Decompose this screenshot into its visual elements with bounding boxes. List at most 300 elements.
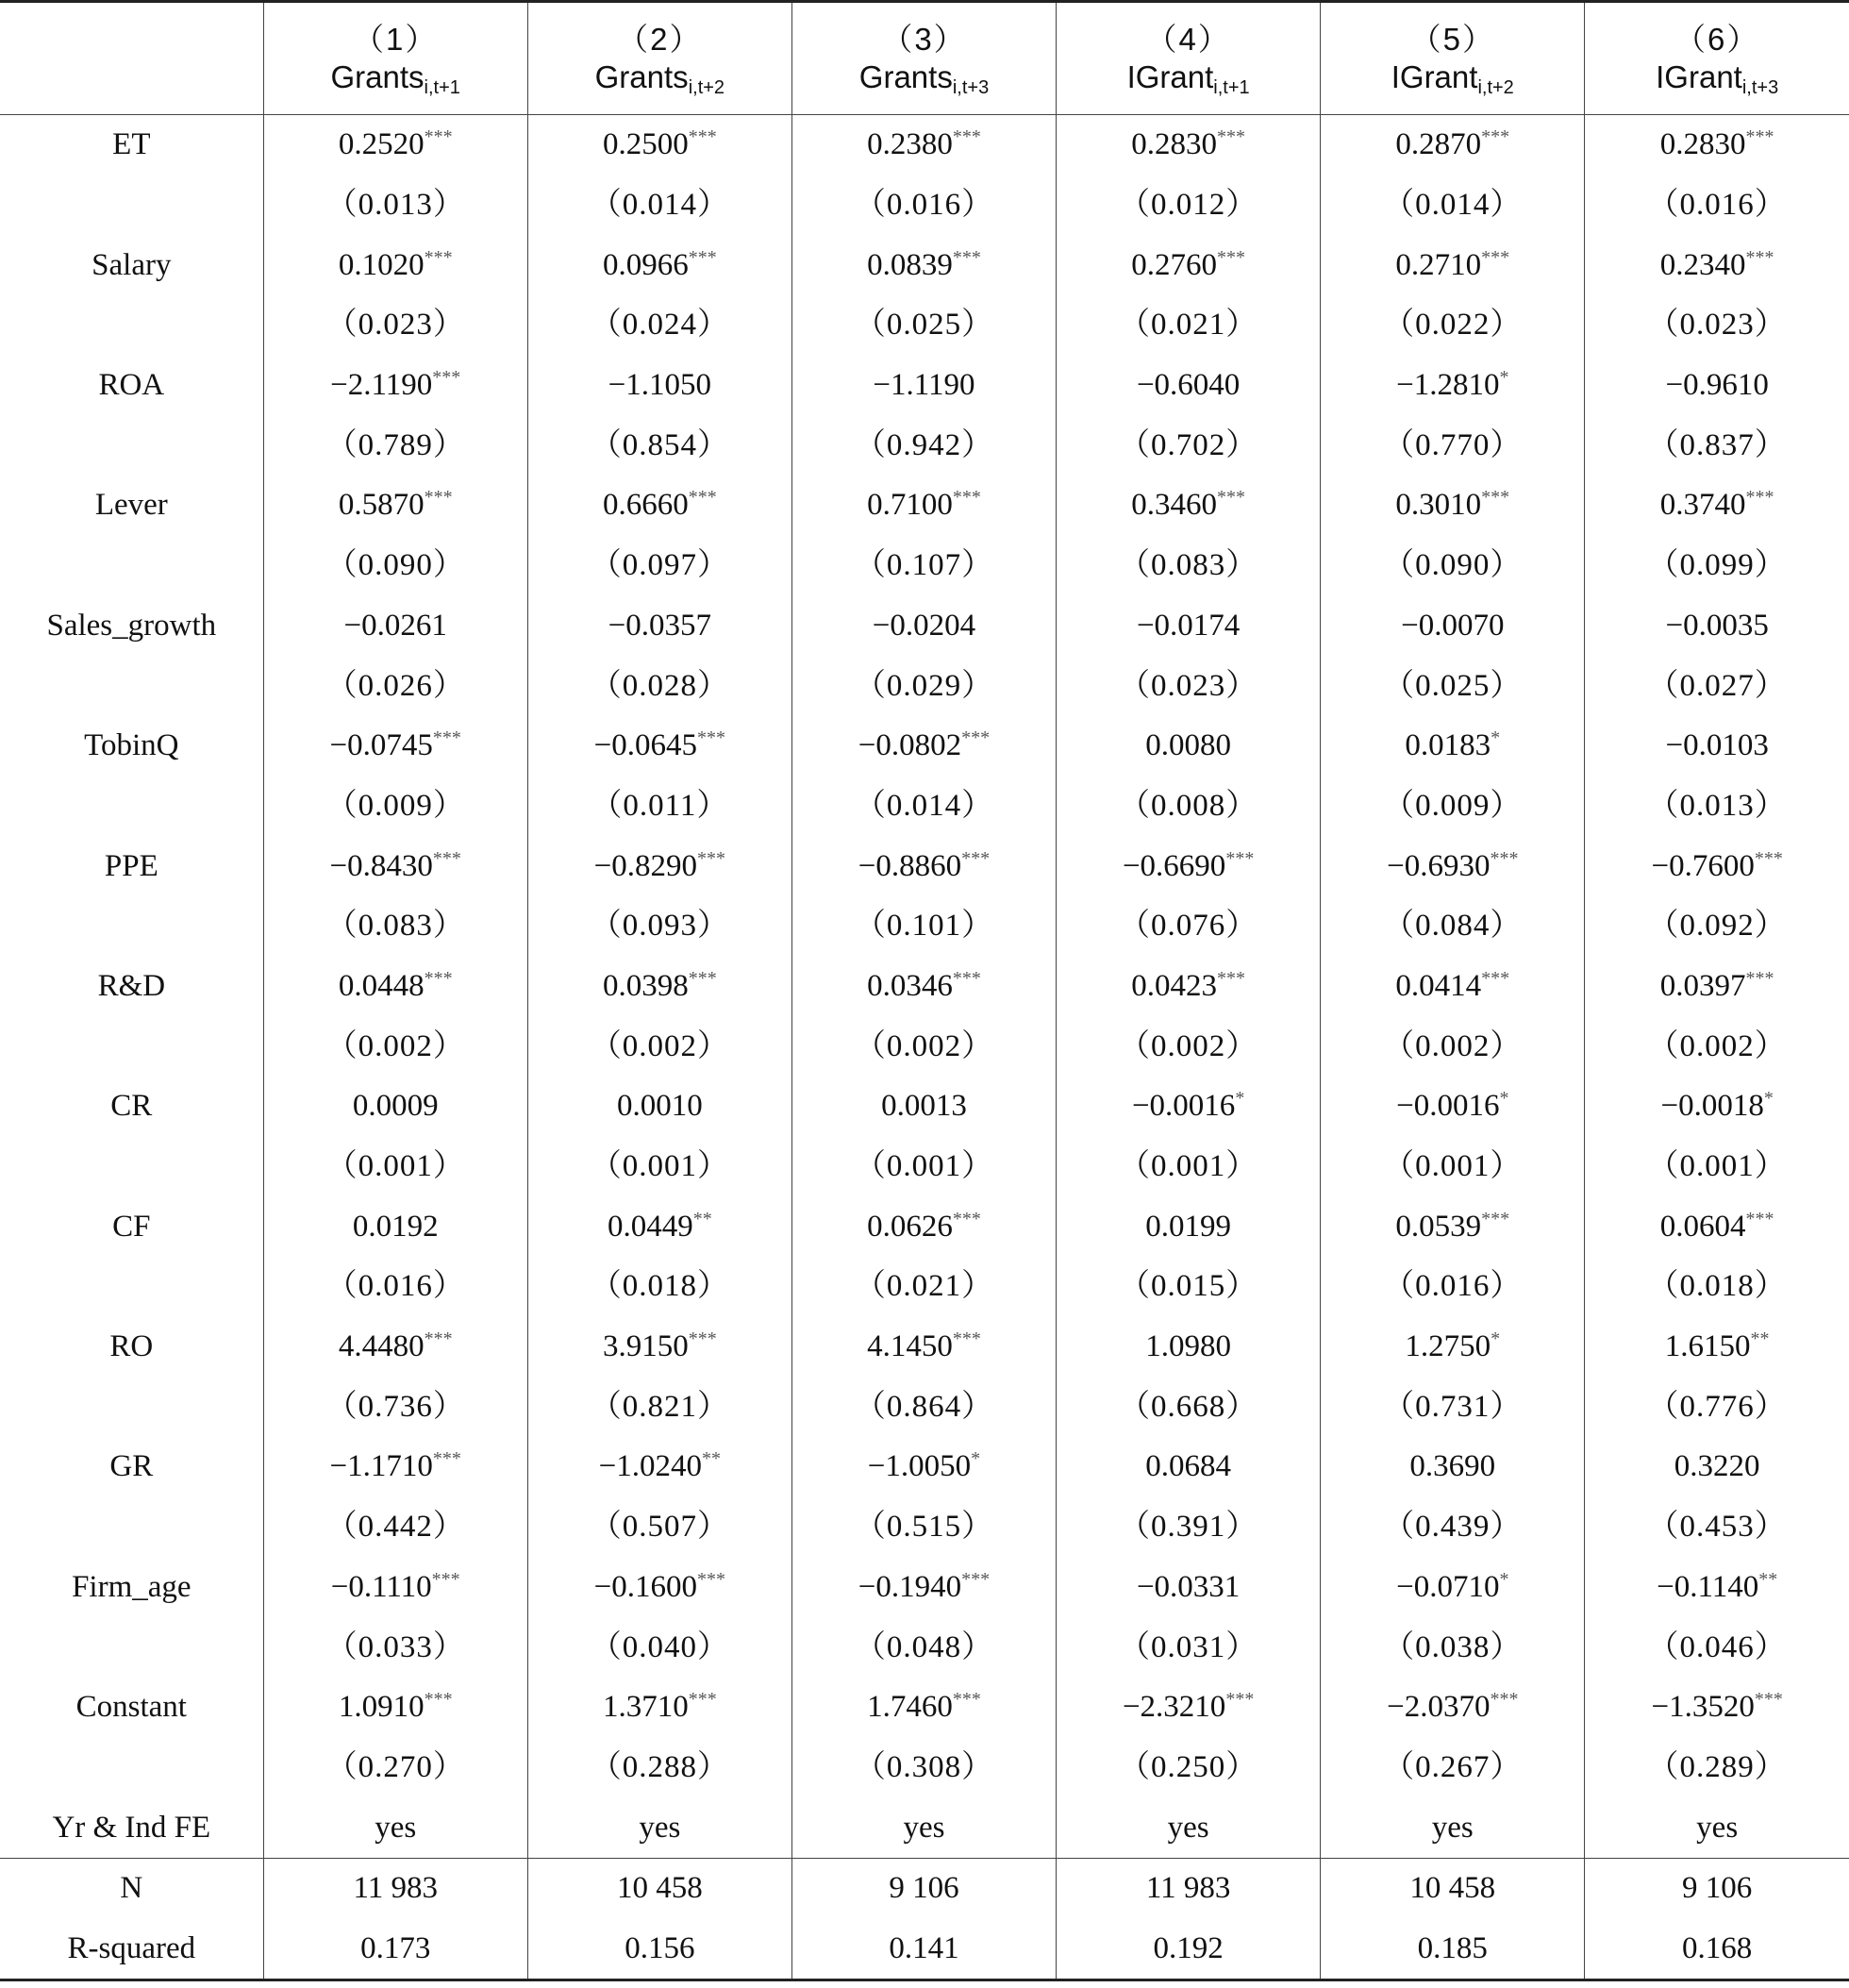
coefficient-row — [0, 836, 1849, 896]
coefficient-cell — [1585, 1317, 1849, 1378]
standard-error-cell: （0.270） — [263, 1738, 527, 1798]
standard-error-cell: （0.014） — [1321, 175, 1585, 236]
coefficient-value: −0.1140 — [1657, 1569, 1759, 1604]
coefficient-cell — [1057, 1558, 1321, 1618]
coefficient-value: 4.1450 — [867, 1329, 953, 1364]
coefficient-cell — [263, 836, 527, 896]
empty-label-cell — [0, 1497, 263, 1558]
significance-stars: *** — [1481, 1208, 1510, 1229]
header-corner-cell — [0, 2, 263, 115]
standard-error-cell: （0.012） — [1057, 175, 1321, 236]
coefficient-row — [0, 1678, 1849, 1738]
coefficient-value: 0.2340 — [1659, 247, 1746, 282]
significance-stars: ** — [692, 1208, 712, 1229]
significance-stars: *** — [688, 967, 717, 989]
coefficient-value: 3.9150 — [602, 1329, 689, 1364]
coefficient-value: −0.0745 — [329, 728, 433, 763]
coefficient-cell — [263, 957, 527, 1017]
standard-error-cell: （0.267） — [1321, 1738, 1585, 1798]
stat-cell: 11 983 — [1057, 1858, 1321, 1918]
coefficient-value: 0.0539 — [1395, 1209, 1482, 1244]
coefficient-cell — [263, 1196, 527, 1257]
standard-error-cell: （0.250） — [1057, 1738, 1321, 1798]
standard-error-cell: （0.076） — [1057, 896, 1321, 957]
standard-error-cell: （0.770） — [1321, 415, 1585, 476]
column-header — [527, 2, 791, 115]
dependent-variable-subscript: i,t+2 — [688, 77, 725, 98]
coefficient-value: 1.0910 — [338, 1690, 425, 1725]
standard-error-row — [0, 1738, 1849, 1798]
coefficient-row — [0, 1317, 1849, 1378]
significance-stars: *** — [424, 246, 453, 268]
coefficient-cell — [527, 1196, 791, 1257]
standard-error-cell: （0.090） — [263, 536, 527, 596]
significance-stars: *** — [697, 1568, 726, 1590]
empty-label-cell — [0, 1016, 263, 1077]
dependent-variable-name: Grants — [330, 59, 425, 94]
coefficient-value: 0.2870 — [1395, 127, 1482, 162]
significance-stars: *** — [1745, 126, 1774, 148]
significance-stars: *** — [1745, 487, 1774, 509]
significance-stars: * — [1499, 367, 1509, 389]
standard-error-cell: （0.821） — [527, 1377, 791, 1437]
significance-stars: * — [1499, 1088, 1509, 1110]
coefficient-value: −0.8290 — [593, 848, 698, 883]
fixed-effects-cell: yes — [263, 1797, 527, 1858]
standard-error-cell: （0.016） — [791, 175, 1056, 236]
coefficient-value: 0.5870 — [338, 488, 425, 523]
dependent-variable-name: IGrant — [1656, 59, 1742, 94]
coefficient-value: 0.0423 — [1131, 968, 1217, 1003]
coefficient-cell — [527, 1077, 791, 1137]
significance-stars: *** — [432, 847, 461, 869]
coefficient-cell — [527, 836, 791, 896]
significance-stars: *** — [952, 1208, 981, 1229]
standard-error-row — [0, 1377, 1849, 1437]
coefficient-cell — [791, 957, 1056, 1017]
coefficient-row — [0, 235, 1849, 295]
coefficient-value: −2.3210 — [1122, 1690, 1226, 1725]
column-number: （3） — [881, 22, 967, 57]
coefficient-value: 0.0414 — [1395, 968, 1482, 1003]
coefficient-cell — [1057, 1077, 1321, 1137]
significance-stars: *** — [697, 847, 726, 869]
dependent-variable-subscript: i,t+2 — [1477, 77, 1514, 98]
standard-error-cell: （0.837） — [1585, 415, 1849, 476]
significance-stars: *** — [952, 126, 981, 148]
standard-error-cell: （0.391） — [1057, 1497, 1321, 1558]
coefficient-cell — [527, 1437, 791, 1497]
significance-stars: * — [1763, 1088, 1774, 1110]
dependent-variable-name: IGrant — [1126, 59, 1214, 94]
coefficient-value: −2.0370 — [1387, 1690, 1491, 1725]
significance-stars: *** — [961, 727, 991, 749]
coefficient-value: 0.3460 — [1131, 488, 1217, 523]
dependent-variable — [858, 59, 990, 98]
coefficient-cell — [527, 1317, 791, 1378]
coefficient-value: 0.6660 — [602, 488, 689, 523]
standard-error-cell: （0.864） — [791, 1377, 1056, 1437]
significance-stars: *** — [1754, 1689, 1783, 1711]
standard-error-row — [0, 1016, 1849, 1077]
significance-stars: ** — [702, 1448, 722, 1470]
coefficient-cell — [1057, 1196, 1321, 1257]
standard-error-cell: （0.288） — [527, 1738, 791, 1798]
table-body — [0, 115, 1849, 1859]
significance-stars: *** — [1217, 126, 1245, 148]
standard-error-row — [0, 1137, 1849, 1197]
standard-error-cell: （0.789） — [263, 415, 527, 476]
standard-error-cell: （0.083） — [1057, 536, 1321, 596]
coefficient-value: −0.0331 — [1136, 1569, 1241, 1604]
variable-name: PPE — [104, 848, 158, 883]
standard-error-row — [0, 896, 1849, 957]
standard-error-cell: （0.289） — [1585, 1738, 1849, 1798]
dependent-variable — [330, 59, 460, 98]
coefficient-cell — [1057, 1317, 1321, 1378]
coefficient-cell — [1585, 1077, 1849, 1137]
standard-error-cell: （0.308） — [791, 1738, 1056, 1798]
significance-stars: *** — [1481, 126, 1510, 148]
standard-error-cell: （0.001） — [1585, 1137, 1849, 1197]
coefficient-cell — [527, 476, 791, 536]
coefficient-cell — [791, 1678, 1056, 1738]
stat-cell: 9 106 — [1585, 1858, 1849, 1918]
coefficient-cell — [1321, 957, 1585, 1017]
standard-error-cell: （0.942） — [791, 415, 1056, 476]
standard-error-cell: （0.002） — [791, 1016, 1056, 1077]
dependent-variable-subscript: i,t+1 — [1213, 77, 1250, 98]
column-header — [1585, 2, 1849, 115]
coefficient-value: 0.2520 — [338, 127, 425, 162]
coefficient-value: 0.0346 — [867, 968, 953, 1003]
empty-label-cell — [0, 295, 263, 356]
significance-stars: *** — [688, 1689, 717, 1711]
coefficient-cell — [263, 1077, 527, 1137]
coefficient-value: 0.0080 — [1145, 728, 1231, 763]
coefficient-value: 0.3010 — [1395, 488, 1482, 523]
empty-label-cell — [0, 1738, 263, 1798]
coefficient-cell — [1057, 115, 1321, 175]
coefficient-value: −2.1190 — [330, 368, 433, 403]
coefficient-cell — [791, 716, 1056, 777]
coefficient-cell — [791, 476, 1056, 536]
coefficient-value: 0.0398 — [602, 968, 689, 1003]
coefficient-value: 0.3690 — [1409, 1449, 1496, 1484]
coefficient-cell — [527, 235, 791, 295]
standard-error-cell: （0.016） — [1585, 175, 1849, 236]
column-header — [263, 2, 527, 115]
coefficient-cell — [791, 1558, 1056, 1618]
standard-error-cell: （0.046） — [1585, 1617, 1849, 1678]
coefficient-value: −0.0035 — [1665, 608, 1769, 643]
variable-name: GR — [109, 1449, 154, 1484]
coefficient-value: 0.2760 — [1131, 247, 1217, 282]
significance-stars: *** — [697, 727, 726, 749]
standard-error-cell: （0.016） — [263, 1257, 527, 1317]
coefficient-cell — [527, 1558, 791, 1618]
header-row — [0, 2, 1849, 115]
empty-label-cell — [0, 896, 263, 957]
coefficient-value: 0.0192 — [352, 1209, 439, 1244]
coefficient-cell — [1585, 1558, 1849, 1618]
coefficient-value: 0.3220 — [1674, 1449, 1760, 1484]
significance-stars: *** — [432, 727, 461, 749]
coefficient-cell — [1321, 235, 1585, 295]
variable-name: Constant — [75, 1690, 187, 1725]
coefficient-cell — [1321, 1678, 1585, 1738]
coefficient-row — [0, 1558, 1849, 1618]
significance-stars: *** — [952, 1328, 981, 1350]
standard-error-cell: （0.107） — [791, 536, 1056, 596]
coefficient-cell — [263, 1317, 527, 1378]
significance-stars: *** — [424, 126, 453, 148]
coefficient-value: −0.0261 — [343, 608, 447, 643]
significance-stars: *** — [432, 1448, 461, 1470]
standard-error-row — [0, 1497, 1849, 1558]
coefficient-cell — [263, 1678, 527, 1738]
coefficient-cell — [1585, 596, 1849, 657]
coefficient-value: −0.1940 — [858, 1569, 962, 1604]
coefficient-cell — [1321, 115, 1585, 175]
coefficient-value: 0.0199 — [1145, 1209, 1231, 1244]
fixed-effects-cell: yes — [791, 1797, 1056, 1858]
significance-stars: *** — [688, 1328, 717, 1350]
variable-name: ET — [112, 127, 151, 162]
standard-error-cell: （0.001） — [791, 1137, 1056, 1197]
standard-error-cell: （0.026） — [263, 656, 527, 716]
standard-error-row — [0, 777, 1849, 837]
coefficient-value: −0.0070 — [1401, 608, 1505, 643]
dependent-variable-name: Grants — [594, 59, 689, 94]
coefficient-value: 0.2830 — [1659, 127, 1746, 162]
fixed-effects-row — [0, 1797, 1849, 1858]
dependent-variable-name: Grants — [858, 59, 953, 94]
coefficient-cell — [1057, 356, 1321, 416]
significance-stars: *** — [1745, 967, 1774, 989]
coefficient-cell — [1321, 356, 1585, 416]
coefficient-value: −1.0050 — [867, 1449, 972, 1484]
coefficient-value: 0.0626 — [867, 1209, 953, 1244]
significance-stars: *** — [424, 1328, 453, 1350]
stat-cell: 9 106 — [791, 1858, 1056, 1918]
coefficient-value: −0.9610 — [1665, 368, 1769, 403]
significance-stars: * — [1491, 1328, 1501, 1350]
variable-name: Firm_age — [72, 1569, 192, 1604]
standard-error-cell: （0.668） — [1057, 1377, 1321, 1437]
significance-stars: *** — [688, 487, 717, 509]
coefficient-cell — [1321, 836, 1585, 896]
coefficient-cell — [1321, 716, 1585, 777]
variable-name: RO — [109, 1329, 154, 1364]
coefficient-cell — [1585, 836, 1849, 896]
column-number: （2） — [617, 22, 703, 57]
significance-stars: *** — [952, 487, 981, 509]
dependent-variable — [1656, 59, 1779, 98]
significance-stars: *** — [688, 126, 717, 148]
standard-error-cell: （0.029） — [791, 656, 1056, 716]
coefficient-cell — [1321, 596, 1585, 657]
coefficient-value: 0.2710 — [1395, 247, 1482, 282]
coefficient-cell — [1585, 235, 1849, 295]
significance-stars: *** — [952, 1689, 981, 1711]
standard-error-cell: （0.731） — [1321, 1377, 1585, 1437]
empty-label-cell — [0, 1377, 263, 1437]
fixed-effects-cell: yes — [527, 1797, 791, 1858]
coefficient-value: −0.0357 — [608, 608, 712, 643]
empty-label-cell — [0, 415, 263, 476]
coefficient-value: 0.2500 — [602, 127, 689, 162]
coefficient-cell — [791, 836, 1056, 896]
coefficient-value: −0.8430 — [329, 848, 433, 883]
standard-error-row — [0, 415, 1849, 476]
significance-stars: *** — [424, 487, 453, 509]
dependent-variable-subscript: i,t+1 — [424, 77, 460, 98]
coefficient-value: −0.8860 — [858, 848, 962, 883]
coefficient-cell — [791, 1317, 1056, 1378]
table-stats — [0, 1858, 1849, 1980]
significance-stars: *** — [1754, 847, 1783, 869]
coefficient-cell — [791, 1196, 1056, 1257]
stat-label: N — [0, 1858, 263, 1918]
standard-error-row — [0, 1257, 1849, 1317]
coefficient-value: −0.6930 — [1387, 848, 1491, 883]
standard-error-cell: （0.013） — [263, 175, 527, 236]
standard-error-cell: （0.021） — [791, 1257, 1056, 1317]
coefficient-cell — [527, 716, 791, 777]
standard-error-cell: （0.038） — [1321, 1617, 1585, 1678]
standard-error-cell: （0.453） — [1585, 1497, 1849, 1558]
coefficient-cell — [263, 596, 527, 657]
coefficient-row — [0, 1077, 1849, 1137]
coefficient-row — [0, 957, 1849, 1017]
coefficient-value: 0.0013 — [881, 1089, 967, 1124]
variable-name: ROA — [98, 368, 165, 403]
coefficient-cell — [791, 115, 1056, 175]
significance-stars: *** — [1490, 1689, 1519, 1711]
standard-error-row — [0, 295, 1849, 356]
standard-error-cell: （0.024） — [527, 295, 791, 356]
standard-error-cell: （0.023） — [263, 295, 527, 356]
empty-label-cell — [0, 1137, 263, 1197]
dependent-variable — [1126, 59, 1250, 98]
standard-error-cell: （0.090） — [1321, 536, 1585, 596]
standard-error-cell: （0.022） — [1321, 295, 1585, 356]
coefficient-cell — [527, 1678, 791, 1738]
standard-error-cell: （0.033） — [263, 1617, 527, 1678]
coefficient-cell — [1057, 1437, 1321, 1497]
standard-error-cell: （0.002） — [1321, 1016, 1585, 1077]
empty-label-cell — [0, 656, 263, 716]
standard-error-cell: （0.736） — [263, 1377, 527, 1437]
standard-error-cell: （0.439） — [1321, 1497, 1585, 1558]
significance-stars: *** — [1490, 847, 1519, 869]
standard-error-row — [0, 1617, 1849, 1678]
significance-stars: *** — [1481, 967, 1510, 989]
stat-cell: 11 983 — [263, 1858, 527, 1918]
standard-error-cell: （0.013） — [1585, 777, 1849, 837]
coefficient-cell — [1321, 1317, 1585, 1378]
standard-error-cell: （0.014） — [527, 175, 791, 236]
column-number: （5） — [1409, 22, 1495, 57]
coefficient-value: −0.6690 — [1122, 848, 1226, 883]
standard-error-cell: （0.028） — [527, 656, 791, 716]
significance-stars: *** — [961, 847, 991, 869]
coefficient-value: −0.0802 — [858, 728, 962, 763]
standard-error-cell: （0.021） — [1057, 295, 1321, 356]
variable-name: Sales_growth — [46, 608, 217, 643]
coefficient-row — [0, 115, 1849, 175]
standard-error-cell: （0.025） — [791, 295, 1056, 356]
significance-stars: *** — [961, 1568, 991, 1590]
standard-error-cell: （0.097） — [527, 536, 791, 596]
empty-label-cell — [0, 175, 263, 236]
standard-error-cell: （0.702） — [1057, 415, 1321, 476]
standard-error-cell: （0.009） — [263, 777, 527, 837]
coefficient-cell — [791, 356, 1056, 416]
standard-error-cell: （0.016） — [1321, 1257, 1585, 1317]
coefficient-value: −0.0710 — [1396, 1569, 1500, 1604]
coefficient-cell — [791, 235, 1056, 295]
standard-error-cell: （0.048） — [791, 1617, 1056, 1678]
dependent-variable-subscript: i,t+3 — [952, 77, 990, 98]
stat-cell: 0.185 — [1321, 1919, 1585, 1980]
coefficient-cell — [1057, 957, 1321, 1017]
standard-error-cell: （0.015） — [1057, 1257, 1321, 1317]
significance-stars: *** — [1481, 487, 1510, 509]
dependent-variable — [1391, 59, 1514, 98]
coefficient-cell — [1585, 1678, 1849, 1738]
coefficient-value: −0.0016 — [1396, 1089, 1500, 1124]
empty-label-cell — [0, 777, 263, 837]
standard-error-cell: （0.025） — [1321, 656, 1585, 716]
standard-error-cell: （0.027） — [1585, 656, 1849, 716]
coefficient-cell — [527, 596, 791, 657]
stat-cell: 10 458 — [1321, 1858, 1585, 1918]
coefficient-value: −1.1710 — [329, 1449, 433, 1484]
coefficient-cell — [263, 356, 527, 416]
standard-error-cell: （0.023） — [1057, 656, 1321, 716]
significance-stars: *** — [952, 967, 981, 989]
standard-error-cell: （0.002） — [1585, 1016, 1849, 1077]
coefficient-value: −0.0174 — [1136, 608, 1241, 643]
coefficient-value: 1.0980 — [1145, 1329, 1231, 1364]
coefficient-value: −0.7600 — [1651, 848, 1755, 883]
coefficient-cell — [263, 716, 527, 777]
stat-cell: 10 458 — [527, 1858, 791, 1918]
coefficient-value: 0.3740 — [1659, 488, 1746, 523]
coefficient-value: −0.1600 — [593, 1569, 698, 1604]
coefficient-cell — [1585, 716, 1849, 777]
standard-error-cell: （0.101） — [791, 896, 1056, 957]
coefficient-cell — [1057, 596, 1321, 657]
coefficient-value: −1.1050 — [608, 368, 712, 403]
significance-stars: *** — [432, 367, 461, 389]
coefficient-value: −0.6040 — [1136, 368, 1241, 403]
coefficient-value: 0.2830 — [1131, 127, 1217, 162]
coefficient-value: 0.0839 — [867, 247, 953, 282]
stat-row — [0, 1858, 1849, 1918]
coefficient-row — [0, 476, 1849, 536]
significance-stars: *** — [1745, 1208, 1774, 1229]
coefficient-row — [0, 1437, 1849, 1497]
coefficient-value: −1.3520 — [1651, 1690, 1755, 1725]
fixed-effects-cell: yes — [1057, 1797, 1321, 1858]
significance-stars: *** — [424, 967, 453, 989]
significance-stars: *** — [1225, 1689, 1255, 1711]
significance-stars: * — [1491, 727, 1501, 749]
significance-stars: *** — [1217, 246, 1245, 268]
